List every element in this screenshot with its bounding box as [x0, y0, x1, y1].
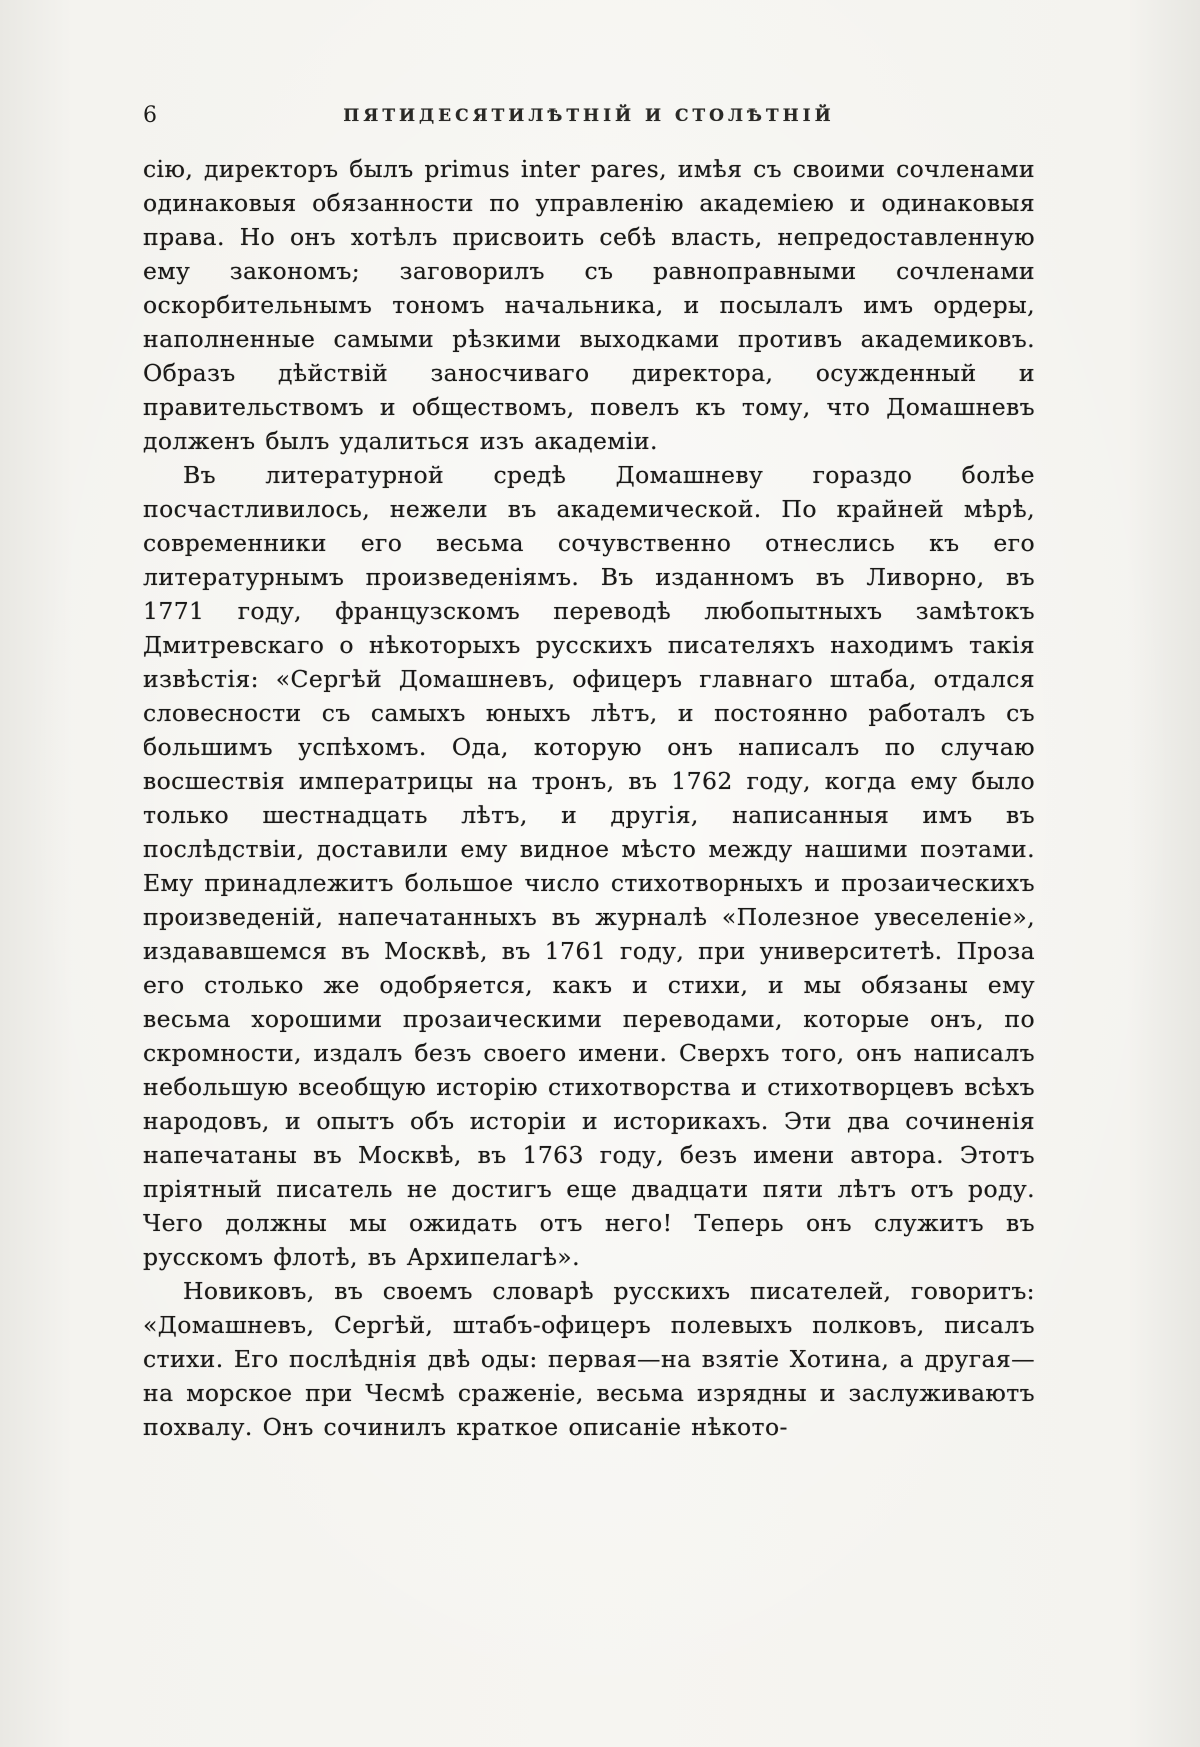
page-number: 6 [143, 103, 158, 128]
paragraph: Новиковъ, въ своемъ словарѣ русскихъ писателей, говоритъ: «Домашневъ, Сергѣй, штабъ-офицеръ полевыхъ полковъ, писалъ стихи. Его послѣднія двѣ оды: первая—на взятіе Хотина, а другая—на морское при Чесмѣ сраженіе, весьма изрядны и заслуживаютъ похвалу. Онъ сочинилъ краткое описаніе нѣкото- [143, 1277, 1035, 1441]
running-title: ПЯТИДЕСЯТИЛѢТНІЙ И СТОЛѢТНІЙ [343, 106, 835, 126]
paragraph: Въ литературной средѣ Домашневу гораздо болѣе посчастливилось, нежели въ академической. По крайней мѣрѣ, современники его весьма сочувственно отнеслись къ его литературнымъ произведеніямъ. Въ изданномъ въ Ливорно, въ 1771 году, французскомъ переводѣ любопытныхъ замѣтокъ Дмитревскаго о нѣкоторыхъ русскихъ писателяхъ находимъ такія извѣстія: «Сергѣй Домашневъ, офицеръ главнаго штаба, отдался словесности съ самыхъ юныхъ лѣтъ, и постоянно работалъ съ большимъ успѣхомъ. Ода, которую онъ написалъ по случаю восшествія императрицы на тронъ, въ 1762 году, когда ему было только шестнадцать лѣтъ, и другія, написанныя имъ въ послѣдствіи, доставили ему видное мѣсто между нашими поэтами. Ему принадлежитъ большое число стихотворныхъ и прозаическихъ произведеній, напечатанныхъ въ журналѣ «Полезное увеселеніе», издававшемся въ Москвѣ, въ 1761 году, при университетѣ. Проза его столько же одобряется, какъ и стихи, и мы обязаны ему весьма хорошими прозаическими переводами, которые онъ, по скромности, издалъ безъ своего имени. Сверхъ того, онъ написалъ небольшую всеобщую исторію стихотворства и стихотворцевъ всѣхъ народовъ, и опытъ объ исторіи и историкахъ. Эти два сочиненія напечатаны въ Москвѣ, въ 1763 году, безъ имени автора. Этотъ пріятный писатель не достигъ еще двадцати пяти лѣтъ отъ роду. Чего должны мы ожидать отъ него! Теперь онъ служитъ въ русскомъ флотѣ, въ Архипелагѣ». [143, 461, 1035, 1271]
running-head [143, 103, 1035, 133]
paragraph-continuation: сію, директоръ былъ primus inter pares, имѣя съ своими сочленами одинаковыя обязанности по управленію академіею и одинаковыя права. Но онъ хотѣлъ присвоить себѣ власть, непредоставленную ему закономъ; заговорилъ съ равноправными сочленами оскорбительнымъ тономъ начальника, и посылалъ имъ ордеры, наполненные самыми рѣзкими выходками противъ академиковъ. Образъ дѣйствій заносчиваго директора, осужденный и правительствомъ и обществомъ, повелъ къ тому, что Домашневъ долженъ былъ удалиться изъ академіи. [143, 155, 1035, 455]
page-body [143, 152, 1035, 1444]
